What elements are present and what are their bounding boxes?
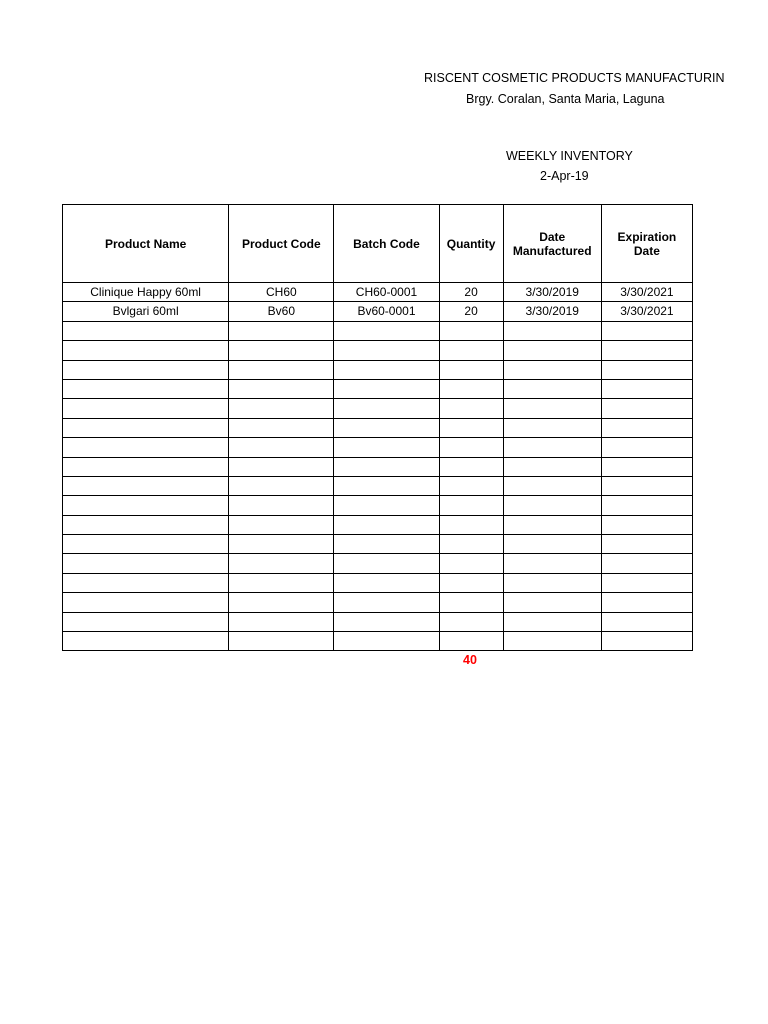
expiration-date-cell: 3/30/2021 [601, 283, 692, 302]
product-name-cell [63, 438, 229, 457]
expiration-date-cell [601, 379, 692, 398]
product-name-cell [63, 593, 229, 612]
quantity-cell [439, 593, 503, 612]
table-body [63, 283, 693, 651]
product-code-cell [229, 341, 334, 360]
batch-code-cell [334, 535, 439, 554]
product-code-cell [229, 515, 334, 534]
date-manufactured-cell [503, 321, 601, 340]
product-code-cell [229, 438, 334, 457]
quantity-cell: 20 [439, 302, 503, 321]
batch-code-cell [334, 360, 439, 379]
quantity-cell [439, 496, 503, 515]
product-code-cell: Bv60 [229, 302, 334, 321]
date-manufactured-cell [503, 632, 601, 651]
product-name-cell [63, 321, 229, 340]
batch-code-cell [334, 515, 439, 534]
date-manufactured-cell [503, 379, 601, 398]
product-name-cell [63, 496, 229, 515]
expiration-date-cell [601, 476, 692, 495]
company-name: RISCENT COSMETIC PRODUCTS MANUFACTURIN [424, 71, 725, 85]
expiration-date-cell [601, 341, 692, 360]
column-header-product-name: Product Name [63, 205, 229, 283]
expiration-date-cell [601, 515, 692, 534]
table-row [63, 379, 693, 398]
date-manufactured-cell [503, 535, 601, 554]
table-row [63, 632, 693, 651]
quantity-cell [439, 360, 503, 379]
product-code-cell [229, 535, 334, 554]
expiration-date-cell [601, 612, 692, 631]
table-row [63, 321, 693, 340]
product-code-cell [229, 612, 334, 631]
batch-code-cell [334, 632, 439, 651]
expiration-date-cell [601, 418, 692, 437]
product-name-cell [63, 399, 229, 418]
product-name-cell [63, 379, 229, 398]
product-name-cell [63, 476, 229, 495]
expiration-date-cell [601, 360, 692, 379]
table-row [63, 573, 693, 592]
expiration-date-cell [601, 632, 692, 651]
product-code-cell [229, 593, 334, 612]
quantity-cell [439, 554, 503, 573]
quantity-cell [439, 632, 503, 651]
report-title: WEEKLY INVENTORY [506, 149, 633, 163]
table-row [63, 457, 693, 476]
quantity-cell [439, 612, 503, 631]
table-row [63, 593, 693, 612]
table-row [63, 438, 693, 457]
quantity-cell [439, 438, 503, 457]
table-row [63, 496, 693, 515]
batch-code-cell [334, 379, 439, 398]
date-manufactured-cell [503, 573, 601, 592]
batch-code-cell [334, 399, 439, 418]
batch-code-cell [334, 418, 439, 437]
quantity-cell [439, 573, 503, 592]
date-manufactured-cell [503, 399, 601, 418]
expiration-date-cell [601, 593, 692, 612]
date-manufactured-cell [503, 612, 601, 631]
product-name-cell [63, 573, 229, 592]
expiration-date-cell [601, 554, 692, 573]
date-manufactured-cell: 3/30/2019 [503, 283, 601, 302]
batch-code-cell [334, 573, 439, 592]
quantity-cell [439, 321, 503, 340]
product-code-cell [229, 476, 334, 495]
column-header-expiration-date: Expiration Date [601, 205, 692, 283]
quantity-total: 40 [463, 653, 477, 667]
column-header-batch-code: Batch Code [334, 205, 439, 283]
column-header-date-manufactured: Date Manufactured [503, 205, 601, 283]
product-code-cell: CH60 [229, 283, 334, 302]
batch-code-cell [334, 476, 439, 495]
date-manufactured-cell [503, 360, 601, 379]
product-code-cell [229, 418, 334, 437]
expiration-date-cell [601, 438, 692, 457]
product-code-cell [229, 554, 334, 573]
product-name-cell [63, 554, 229, 573]
product-name-cell [63, 341, 229, 360]
report-date: 2-Apr-19 [540, 169, 589, 183]
table-row [63, 554, 693, 573]
quantity-cell [439, 418, 503, 437]
table-row [63, 283, 693, 302]
batch-code-cell [334, 554, 439, 573]
date-manufactured-cell [503, 341, 601, 360]
date-manufactured-cell [503, 496, 601, 515]
quantity-cell [439, 341, 503, 360]
table-row [63, 341, 693, 360]
product-code-cell [229, 360, 334, 379]
table-row [63, 612, 693, 631]
expiration-date-cell [601, 321, 692, 340]
date-manufactured-cell [503, 438, 601, 457]
product-code-cell [229, 496, 334, 515]
expiration-date-cell: 3/30/2021 [601, 302, 692, 321]
product-code-cell [229, 573, 334, 592]
product-name-cell [63, 515, 229, 534]
product-name-cell [63, 360, 229, 379]
batch-code-cell: CH60-0001 [334, 283, 439, 302]
table-row [63, 302, 693, 321]
table-header-row [63, 205, 693, 283]
batch-code-cell [334, 438, 439, 457]
product-name-cell [63, 612, 229, 631]
batch-code-cell: Bv60-0001 [334, 302, 439, 321]
quantity-cell [439, 457, 503, 476]
product-name-cell [63, 457, 229, 476]
quantity-cell [439, 476, 503, 495]
date-manufactured-cell [503, 457, 601, 476]
product-name-cell [63, 535, 229, 554]
product-code-cell [229, 457, 334, 476]
date-manufactured-cell [503, 593, 601, 612]
date-manufactured-cell [503, 515, 601, 534]
expiration-date-cell [601, 573, 692, 592]
product-name-cell: Clinique Happy 60ml [63, 283, 229, 302]
inventory-table [62, 204, 693, 651]
quantity-cell [439, 515, 503, 534]
table-row [63, 535, 693, 554]
quantity-cell [439, 535, 503, 554]
batch-code-cell [334, 321, 439, 340]
batch-code-cell [334, 341, 439, 360]
company-address: Brgy. Coralan, Santa Maria, Laguna [466, 92, 665, 106]
product-code-cell [229, 632, 334, 651]
column-header-quantity: Quantity [439, 205, 503, 283]
date-manufactured-cell [503, 476, 601, 495]
date-manufactured-cell [503, 418, 601, 437]
quantity-cell: 20 [439, 283, 503, 302]
column-header-product-code: Product Code [229, 205, 334, 283]
product-name-cell [63, 418, 229, 437]
expiration-date-cell [601, 535, 692, 554]
table-row [63, 360, 693, 379]
date-manufactured-cell: 3/30/2019 [503, 302, 601, 321]
expiration-date-cell [601, 399, 692, 418]
product-code-cell [229, 399, 334, 418]
quantity-cell [439, 399, 503, 418]
batch-code-cell [334, 612, 439, 631]
product-code-cell [229, 379, 334, 398]
expiration-date-cell [601, 496, 692, 515]
batch-code-cell [334, 457, 439, 476]
product-code-cell [229, 321, 334, 340]
table-row [63, 515, 693, 534]
quantity-cell [439, 379, 503, 398]
batch-code-cell [334, 496, 439, 515]
batch-code-cell [334, 593, 439, 612]
table-row [63, 476, 693, 495]
product-name-cell [63, 632, 229, 651]
table-row [63, 418, 693, 437]
table-row [63, 399, 693, 418]
product-name-cell: Bvlgari 60ml [63, 302, 229, 321]
date-manufactured-cell [503, 554, 601, 573]
expiration-date-cell [601, 457, 692, 476]
